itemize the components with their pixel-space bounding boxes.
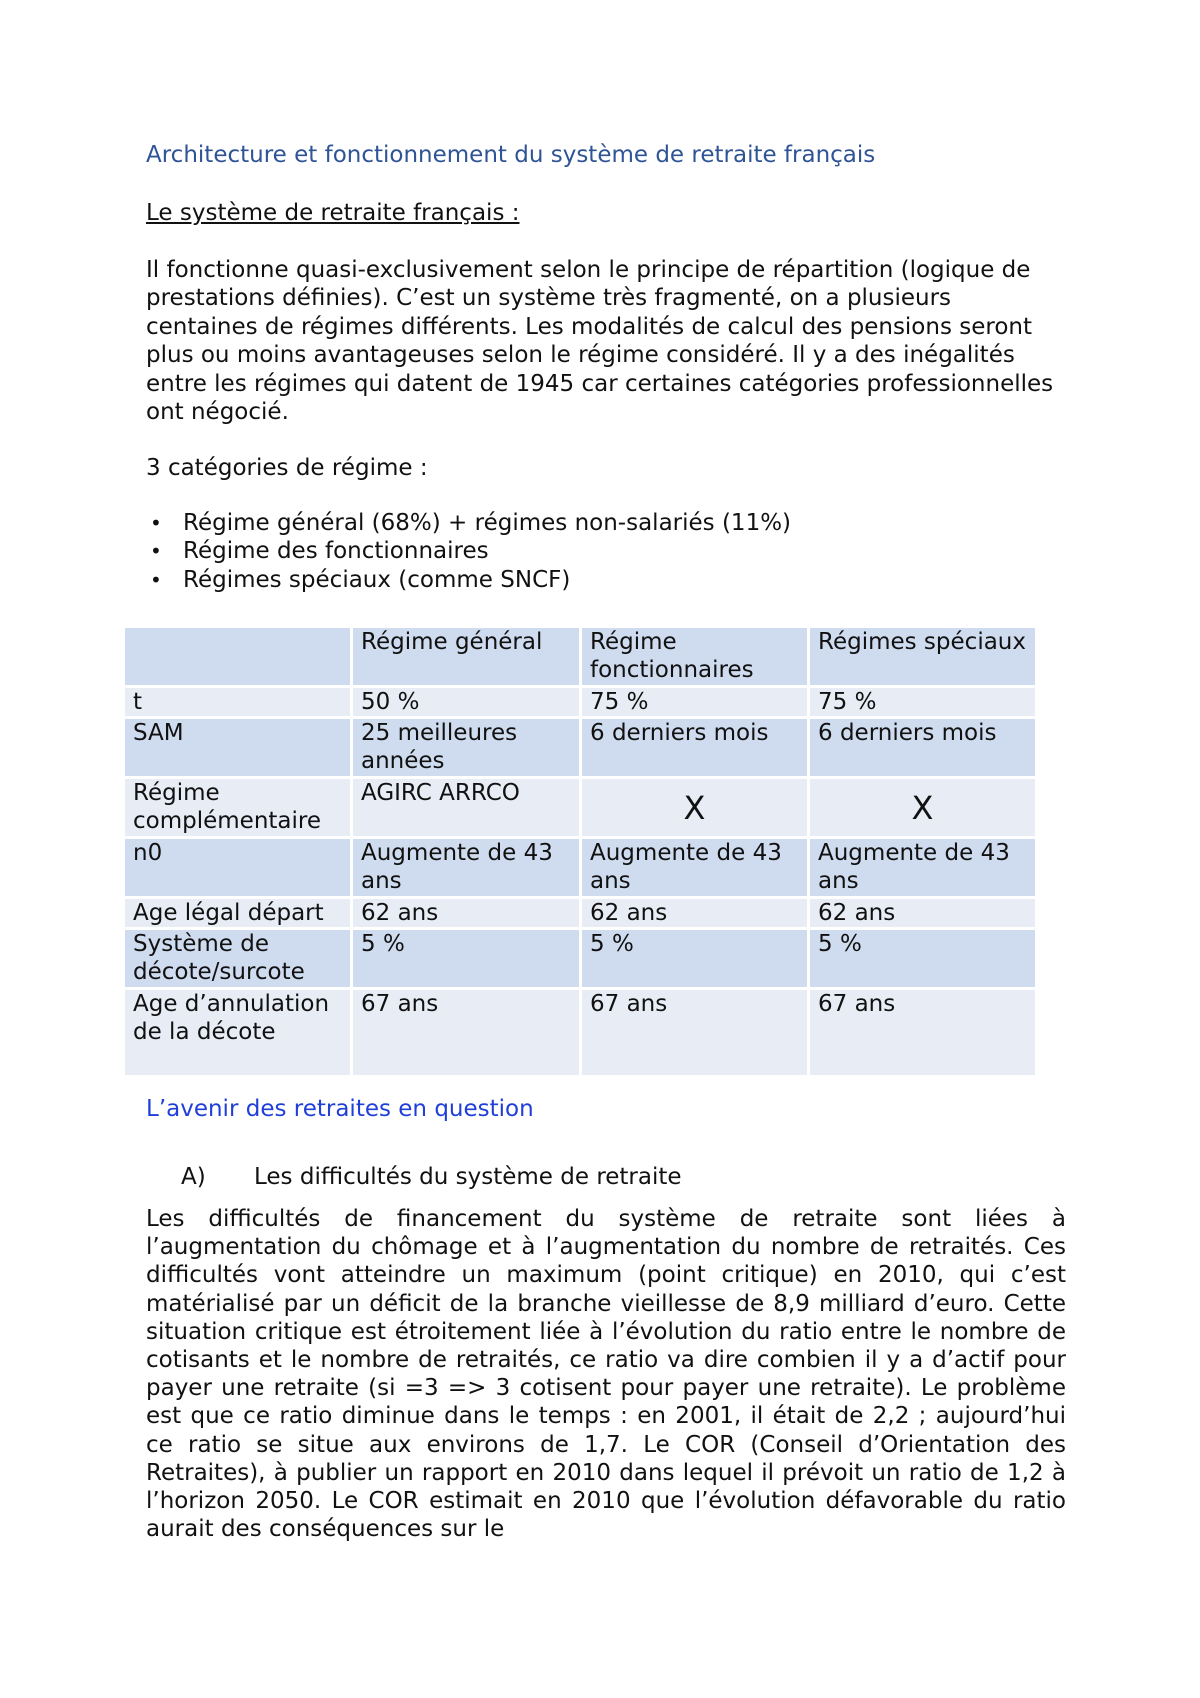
table-row-label: t bbox=[125, 688, 350, 716]
table-cell: Augmente de 43 ans bbox=[353, 839, 579, 896]
table-header-cell: Régime fonctionnaires bbox=[582, 628, 807, 685]
bullet-icon: • bbox=[150, 511, 162, 535]
categories-list bbox=[146, 509, 791, 594]
table-header-cell: Régime général bbox=[353, 628, 579, 685]
list-item bbox=[146, 509, 791, 537]
document-title: Architecture et fonctionnement du système de retraite français bbox=[146, 142, 876, 168]
bullet-icon: • bbox=[150, 539, 162, 564]
table-cell: 75 % bbox=[810, 688, 1035, 716]
bullet-icon: • bbox=[150, 567, 162, 592]
table-cell-cross: X bbox=[582, 779, 807, 836]
table-row bbox=[125, 719, 1035, 776]
intro-paragraph: Il fonctionne quasi-exclusivement selon le principe de répartition (logique de prestations définies). C’est un système très fragmenté, on a plusieurs centaines de régimes différents. Les modalités de calcul des pensions seront plus ou moins avantageuses selon le régime considéré. Il y a des inégalités entre les régimes qui datent de 1945 car certaines catégories professionnelles ont négocié. bbox=[146, 257, 1054, 426]
table-cell: 5 % bbox=[582, 930, 807, 987]
table-row bbox=[125, 930, 1035, 987]
table-row bbox=[125, 839, 1035, 896]
table-row-label: Age légal départ bbox=[125, 899, 350, 927]
table-cell: 67 ans bbox=[353, 990, 579, 1075]
table-cell: 6 derniers mois bbox=[582, 719, 807, 776]
table-row-label: Système de décote/surcote bbox=[125, 930, 350, 987]
list-item-text: Régimes spéciaux (comme SNCF) bbox=[183, 566, 571, 593]
table-row-label: n0 bbox=[125, 839, 350, 896]
table-cell: 62 ans bbox=[582, 899, 807, 927]
table-cell: 25 meilleures années bbox=[353, 719, 579, 776]
body-paragraph: Les difficultés de financement du système de retraite sont liées à l’augmentation du chômage et à l’augmentation du nombre de retraités. Ces difficultés vont atteindre un maximum (point critique) en 2010, qui c’est matérialisé par un déficit de la branche vieillesse de 8,9 milliard d’euro. Cette situation critique est étroitement liée à l’évolution du ratio entre le nombre de cotisants et le nombre de retraités, ce ratio va dire combien il y a d’actif pour payer une retraite (si =3 => 3 cotisent pour payer une retraite). Le problème est que ce ratio diminue dans le temps : en 2001, il était de 2,2 ; aujourd’hui ce ratio se situe aux environs de 1,7. Le COR (Conseil d’Orientation des Retraites), à publier un rapport en 2010 dans lequel il prévoit un ratio de 1,2 à l’horizon 2050. Le COR estimait en 2010 que l’évolution défavorable du ratio aurait des conséquences sur le bbox=[146, 1206, 1066, 1543]
subsection-title: Les difficultés du système de retraite bbox=[254, 1164, 682, 1190]
table-row bbox=[125, 688, 1035, 716]
table-cell: Augmente de 43 ans bbox=[810, 839, 1035, 896]
table-row-label: Age d’annulation de la décote bbox=[125, 990, 350, 1075]
table-row-label: SAM bbox=[125, 719, 350, 776]
table-row bbox=[125, 990, 1035, 1075]
table-cell: 62 ans bbox=[353, 899, 579, 927]
list-item-text: Régime général (68%) + régimes non-salariés (11%) bbox=[183, 510, 792, 536]
section-subtitle: Le système de retraite français : bbox=[146, 200, 520, 226]
section-title: L’avenir des retraites en question bbox=[146, 1096, 534, 1122]
table-row bbox=[125, 899, 1035, 927]
table-cell-cross: X bbox=[810, 779, 1035, 836]
table-header-row bbox=[125, 628, 1035, 685]
list-item-text: Régime des fonctionnaires bbox=[183, 538, 489, 565]
list-item bbox=[146, 566, 791, 594]
table-cell: 75 % bbox=[582, 688, 807, 716]
categories-heading: 3 catégories de régime : bbox=[146, 455, 428, 481]
table-cell: 5 % bbox=[810, 930, 1035, 987]
table-cell: Augmente de 43 ans bbox=[582, 839, 807, 896]
table-cell: 50 % bbox=[353, 688, 579, 716]
list-item bbox=[146, 537, 791, 565]
table-cell: 62 ans bbox=[810, 899, 1035, 927]
table-cell: 67 ans bbox=[582, 990, 807, 1075]
table-header-cell: Régimes spéciaux bbox=[810, 628, 1035, 685]
subsection-marker: A) bbox=[181, 1164, 206, 1190]
table-cell: 5 % bbox=[353, 930, 579, 987]
table-cell: 67 ans bbox=[810, 990, 1035, 1075]
regimes-table bbox=[122, 625, 1038, 1078]
table-cell: 6 derniers mois bbox=[810, 719, 1035, 776]
subsection-heading bbox=[181, 1164, 682, 1190]
table-row bbox=[125, 779, 1035, 836]
table-row-label: Régime complémentaire bbox=[125, 779, 350, 836]
table-header-cell bbox=[125, 628, 350, 685]
table-cell: AGIRC ARRCO bbox=[353, 779, 579, 836]
